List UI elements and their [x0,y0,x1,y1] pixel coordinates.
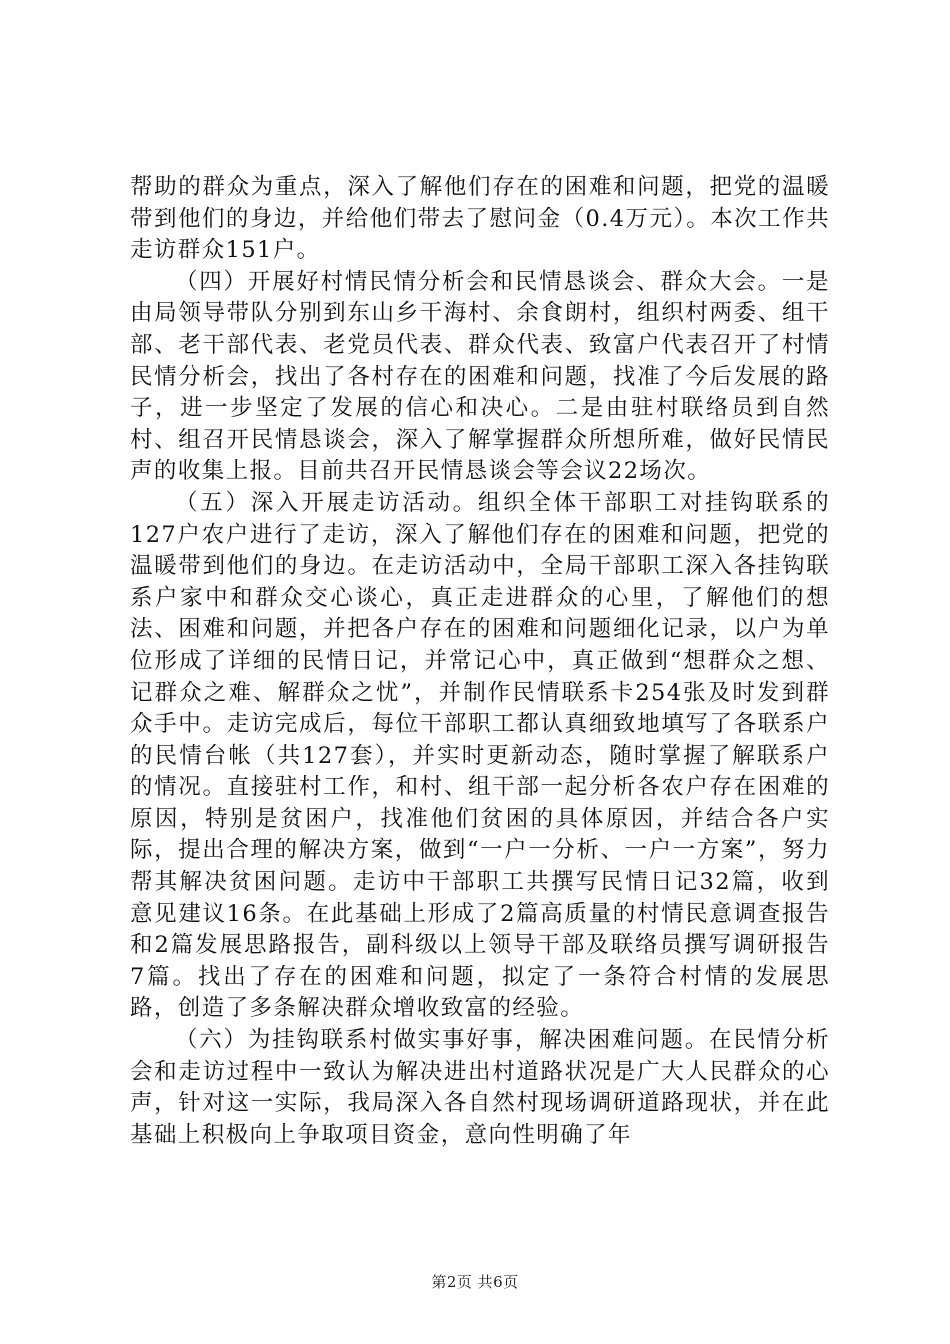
page-number-footer: 第2页 共6页 [431,1273,519,1291]
paragraph-section-4: （四）开展好村情民情分析会和民情恳谈会、群众大会。一是由局领导带队分别到东山乡干海村、余食朗村，组织村两委、组干部、老干部代表、老党员代表、群众代表、致富户代表召开了村情民情分析会，找出了各村存在的困难和问题，找准了今后发展的路子，进一步坚定了发展的信心和决心。二是由驻村联络员到自然村、组召开民情恳谈会，深入了解掌握群众所想所难，做好民情民声的收集上报。目前共召开民情恳谈会等会议22场次。 [130,268,830,485]
paragraph-section-5: （五）深入开展走访活动。组织全体干部职工对挂钩联系的127户农户进行了走访，深入了解他们存在的困难和问题，把党的温暖带到他们的身边。在走访活动中，全局干部职工深入各挂钩联系户家中和群众交心谈心，真正走进群众的心里，了解他们的想法、困难和问题，并把各户存在的困难和问题细化记录，以户为单位形成了详细的民情日记，并常记心中，真正做到“想群众之想、记群众之难、解群众之忧”，并制作民情联系卡254张及时发到群众手中。走访完成后，每位干部职工都认真细致地填写了各联系户的民情台帐（共127套），并实时更新动态，随时掌握了解联系户的情况。直接驻村工作，和村、组干部一起分析各农户存在困难的原因，特别是贫困户，找准他们贫困的具体原因，并结合各户实际，提出合理的解决方案，做到“一户一分析、一户一方案”，努力帮其解决贫困问题。走访中干部职工共撰写民情日记32篇，收到意见建议16条。在此基础上形成了2篇高质量的村情民意调查报告和2篇发展思路报告，副科级以上领导干部及联络员撰写调研报告7篇。找出了存在的困难和问题，拟定了一条符合村情的发展思路，创造了多条解决群众增收致富的经验。 [130,489,830,1022]
paragraph-continuation: 帮助的群众为重点，深入了解他们存在的困难和问题，把党的温暖带到他们的身边，并给他们带去了慰问金（0.4万元）。本次工作共走访群众151户。 [130,174,830,264]
paragraph-section-6: （六）为挂钩联系村做实事好事，解决困难问题。在民情分析会和走访过程中一致认为解决进出村道路状况是广大人民群众的心声，针对这一实际，我局深入各自然村现场调研道路现状，并在此基础上积极向上争取项目资金，意向性明确了年 [130,1027,830,1148]
document-body [130,172,830,1151]
